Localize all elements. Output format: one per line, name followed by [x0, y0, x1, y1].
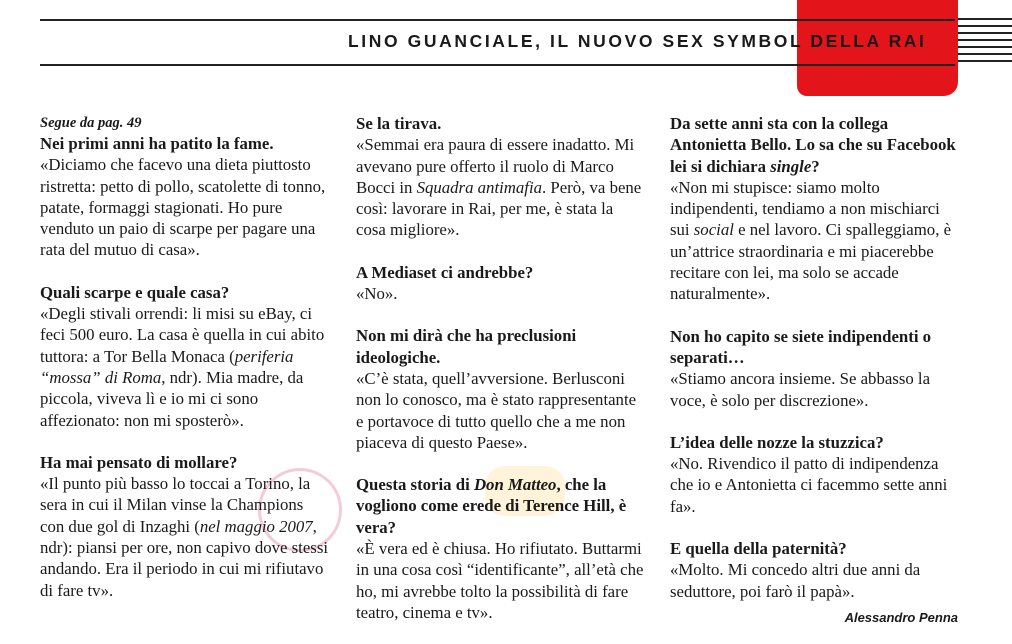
answer: «Diciamo che facevo una dieta piuttosto ristretta: petto di pollo, scatolette di tonno, patate, formaggi stagionati. Ho pure venduto un paio di scarpe per pagare una rata del mutuo di casa». [40, 155, 326, 260]
answer: «No. Rivendico il patto di indipendenza che io e Antonietta ci facemmo sette anni fa». [670, 454, 948, 516]
qa-block [40, 133, 330, 261]
qa-block [40, 452, 330, 601]
answer-text: «Il punto più basso lo toccai a Torino, la sera in cui il Milan vinse la Champions con due gol di Inzaghi ( [40, 474, 311, 536]
question: Non mi dirà che ha preclusioni ideologiche. [356, 326, 577, 367]
question-text: ? [811, 156, 820, 176]
question-text: Da sette anni sta con la collega Antonietta Bello. Lo sa che su Facebook lei si dichiara [670, 114, 956, 176]
question: A Mediaset ci andrebbe? [356, 262, 534, 282]
question-italic: single [770, 156, 812, 176]
answer-text: , ndr): piansi per ore, non capivo dove stessi andando. Era il periodo in cui mi rifiutavo di fare tv». [40, 516, 329, 600]
page-title: LINO GUANCIALE, IL NUOVO SEX SYMBOL DELLA RAI [348, 31, 927, 51]
qa-block [356, 262, 644, 305]
answer-text: , ndr). Mia madre, da piccola, viveva lì e io mi ci sono affezionato: non mi sposterò». [40, 367, 304, 430]
answer-italic: nel maggio 2007 [199, 516, 313, 536]
answer-text: e nel lavoro. Ci spalleggiamo, è un’attrice straordinaria e mi piacerebbe recitare con lei, ma solo se accade naturalmente». [670, 220, 952, 304]
answer: «Stiamo ancora insieme. Se abbasso la voce, è solo per discrezione». [670, 369, 931, 410]
qa-block [670, 432, 960, 517]
article-column-2 [356, 113, 644, 644]
continued-note: Segue da pag. 49 [40, 115, 142, 131]
answer [40, 473, 330, 601]
qa-block [670, 538, 960, 602]
answer [40, 303, 330, 431]
answer: «No». [356, 284, 398, 304]
header-rule-top [40, 19, 955, 21]
question: Ha mai pensato di mollare? [40, 452, 238, 472]
question: Se la tirava. [356, 114, 442, 133]
question: E quella della paternità? [670, 539, 847, 559]
answer: «È vera ed è chiusa. Ho rifiutato. Buttarmi in una cosa così “identificante”, all’età che ho, mi avrebbe tolto la possibilità di fare teatro, cinema e tv». [356, 539, 644, 622]
answer: «C’è stata, quell’avversione. Berlusconi non lo conosco, ma è stato rappresentante e portavoce di tutto quello che a me non piaceva di questo Paese». [356, 368, 637, 452]
qa-block [356, 325, 644, 453]
qa-block [356, 113, 644, 241]
answer-text: «Degli stivali orrendi: li misi su eBay, ci feci 500 euro. La casa è quella in cui abito tuttora: a Tor Bella Monaca ( [40, 304, 325, 366]
article-column-1 [40, 113, 330, 622]
question-italic: Don Matteo [473, 475, 557, 495]
decorative-stripes [958, 18, 1012, 66]
answer-italic: social [693, 220, 734, 240]
question: Non ho capito se siete indipendenti o separati… [670, 326, 932, 367]
answer-text: «Semmai era paura di essere inadatto. Mi avevano pure offerto il ruolo di Marco Bocci in [356, 135, 635, 197]
answer-italic: periferia “mossa” di Roma [40, 346, 294, 387]
qa-block [670, 326, 960, 411]
qa-block [356, 474, 644, 623]
question: Quali scarpe e quale casa? [40, 282, 230, 302]
qa-block [40, 282, 330, 431]
question [670, 113, 960, 177]
question: Nei primi anni ha patito la fame. [40, 134, 274, 153]
answer [356, 134, 644, 240]
answer-italic: Squadra antimafia [416, 177, 542, 197]
question [356, 474, 644, 538]
qa-block [670, 113, 960, 305]
answer [670, 177, 960, 305]
question-text: , che la vogliono come erede di Terence Hill, è vera? [356, 475, 627, 537]
answer-text: . Però, va bene così: lavorare in Rai, per me, è stata la cosa migliore». [356, 177, 642, 240]
answer: «Molto. Mi concedo altri due anni da seduttore, poi farò il papà». [670, 560, 921, 601]
answer-text: «Non mi stupisce: siamo molto indipendenti, tendiamo a non mischiarci sui [670, 177, 940, 240]
article-column-3 [670, 113, 960, 623]
question-text: Questa storia di [356, 475, 474, 495]
header-rule-bottom [40, 64, 955, 66]
question: L’idea delle nozze la stuzzica? [670, 432, 884, 452]
byline: Alessandro Penna [844, 610, 958, 625]
